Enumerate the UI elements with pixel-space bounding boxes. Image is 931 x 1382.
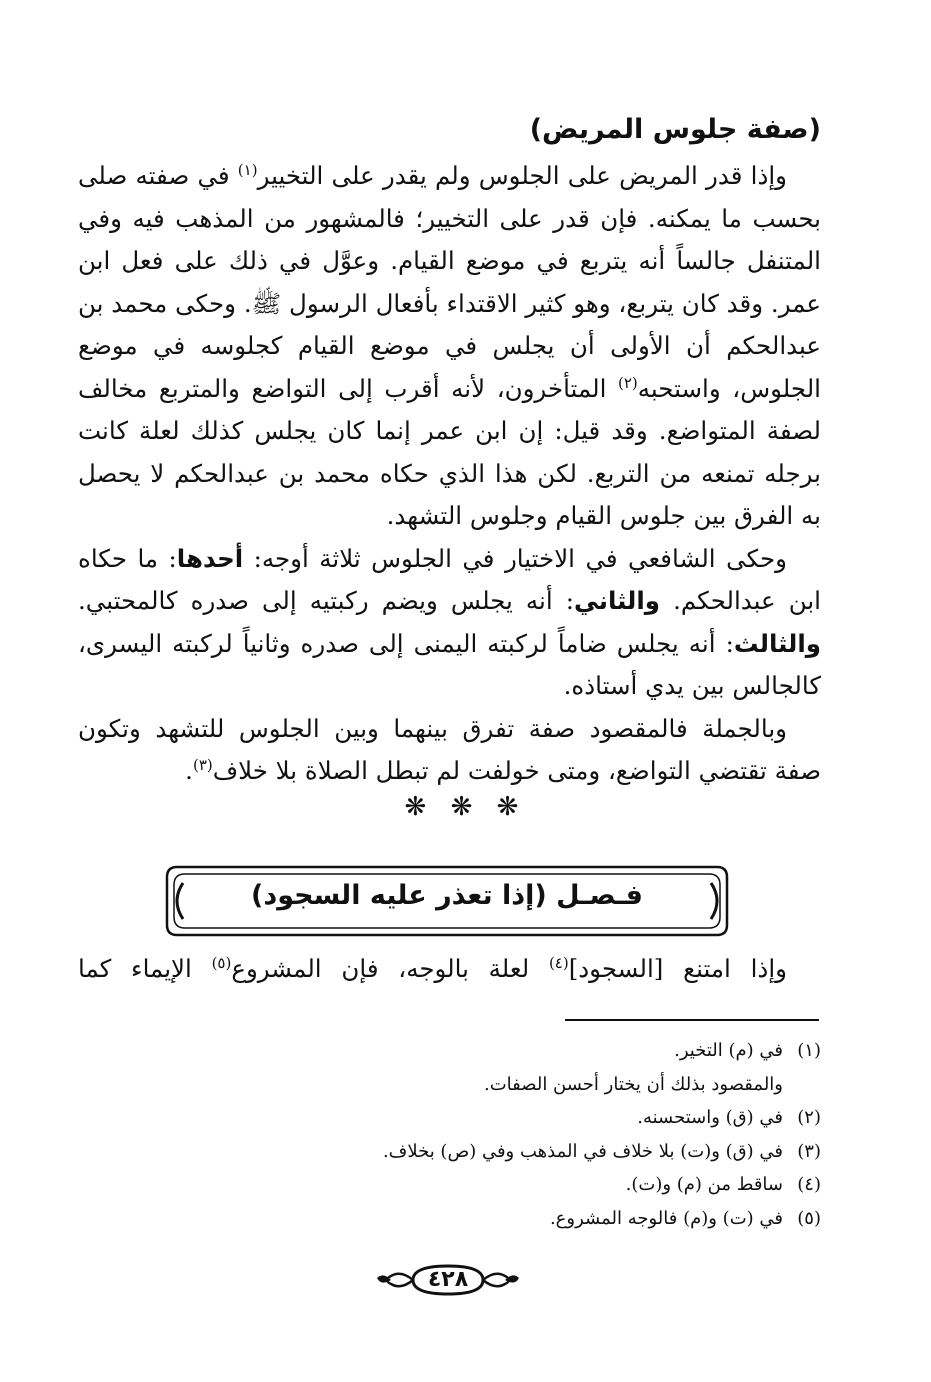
footnote: [78, 1101, 821, 1135]
text-run: : ما حكاه ابن عبدالحكم.: [78, 543, 821, 615]
footnote-text: والمقصود بذلك أن يختار أحسن الصفات.: [483, 1073, 783, 1095]
text-run: وحكى الشافعي في الاختيار في الجلوس ثلاثة أوجه:: [243, 543, 787, 573]
main-text: [78, 155, 821, 793]
paragraph-4: [78, 948, 821, 990]
section-heading: (صفة جلوس المريض): [529, 114, 821, 145]
paragraph-2: [78, 538, 821, 708]
footnote-continuation: [78, 1068, 821, 1102]
text-run: .: [185, 756, 193, 785]
paragraph-1: [78, 155, 821, 538]
text-run: : أنه يجلس ويضم ركبتيه إلى صدره كالمحتبي.: [78, 586, 574, 615]
separator-stars: ❋ ❋ ❋: [404, 792, 527, 822]
footnote-number: (٣): [797, 1140, 821, 1162]
bold-term: والثاني: [574, 586, 661, 615]
footnote: [78, 1034, 821, 1068]
footnote-text: في (ق) و(ت) بلا خلاف في المذهب وفي (ص) بخلاف.: [382, 1140, 783, 1162]
footnote-divider: [565, 1019, 819, 1021]
text-run: المتأخرون، لأنه أقرب إلى التواضع والمتربع مخالف لصفة المتواضع. وقد قيل: إن ابن عمر إنما كان يجلس كذلك لعلة كانت برجله تمنعه من التربع. لكن هذا الذي حكاه محمد بن عبدالحكم لا يحصل به الفرق بين جلوس القيام وجلوس التشهد.: [78, 373, 821, 530]
footnote-text: ساقط من (م) و(ت).: [625, 1174, 783, 1195]
text-run: وإذا امتنع [السجود]: [568, 954, 787, 983]
footnote-ref[interactable]: (١): [237, 161, 258, 179]
footnote-ref[interactable]: (٣): [192, 756, 213, 774]
page-number: ٤٢٨: [427, 1267, 469, 1292]
footnotes: [78, 1034, 821, 1235]
paragraph-3: [78, 708, 821, 793]
bold-term: أحدها: [176, 543, 244, 573]
text-run: الإيماء كما: [78, 954, 212, 983]
footnote-number: (٤): [797, 1174, 821, 1195]
footnote-number: (٥): [797, 1207, 821, 1229]
footnote: [78, 1202, 821, 1236]
text-run: وبالجملة فالمقصود صفة تفرق بينهما وبين الجلوس للتشهد وتكون صفة تقتضي التواضع، ومتى خولفت لم تبطل الصلاة بلا خلاف: [78, 713, 821, 785]
text-run: : أنه يجلس ضاماً لركبته اليمنى إلى صدره وثانياً لركبته اليسرى، كالجالس بين يدي أستاذه.: [78, 628, 821, 700]
footnote-ref[interactable]: (٥): [211, 954, 232, 972]
footnote: [78, 1168, 821, 1202]
text-run: في صفته صلى بحسب ما يمكنه. فإن قدر على التخيير؛ فالمشهور من المذهب فيه وفي المتنفل جالساً أنه يتربع في موضع القيام. وعوَّل في ذلك على فعل ابن عمر. وقد كان يتربع، وهو كثير الاقتداء بأفعال الرسول ﷺ. وحكى محمد بن عبدالحكم أن الأولى أن يجلس في موضع القيام كجلوسه في موضع الجلوس، واستحبه: [78, 161, 822, 403]
footnote-ref[interactable]: (٤): [548, 954, 569, 972]
section-title: فـصـل (إذا تعذر عليه السجود): [251, 880, 643, 911]
footnote-text: في (ق) واستحسنه.: [637, 1107, 783, 1128]
section-text: [78, 948, 821, 990]
text-run: وإذا قدر المريض على الجلوس ولم يقدر على التخيير: [257, 161, 788, 190]
footnote-number: (١): [797, 1040, 821, 1061]
footnote-text: في (م) التخير.: [674, 1040, 783, 1061]
bold-term: والثالث: [733, 628, 821, 658]
text-run: لعلة بالوجه، فإن المشروع: [231, 954, 549, 983]
footnote: [78, 1135, 821, 1169]
footnote-ref[interactable]: (٢): [618, 373, 638, 392]
footnote-number: (٢): [797, 1107, 821, 1128]
section-title-frame: [163, 863, 731, 939]
footnote-text: في (ت) و(م) فالوجه المشروع.: [549, 1207, 783, 1229]
